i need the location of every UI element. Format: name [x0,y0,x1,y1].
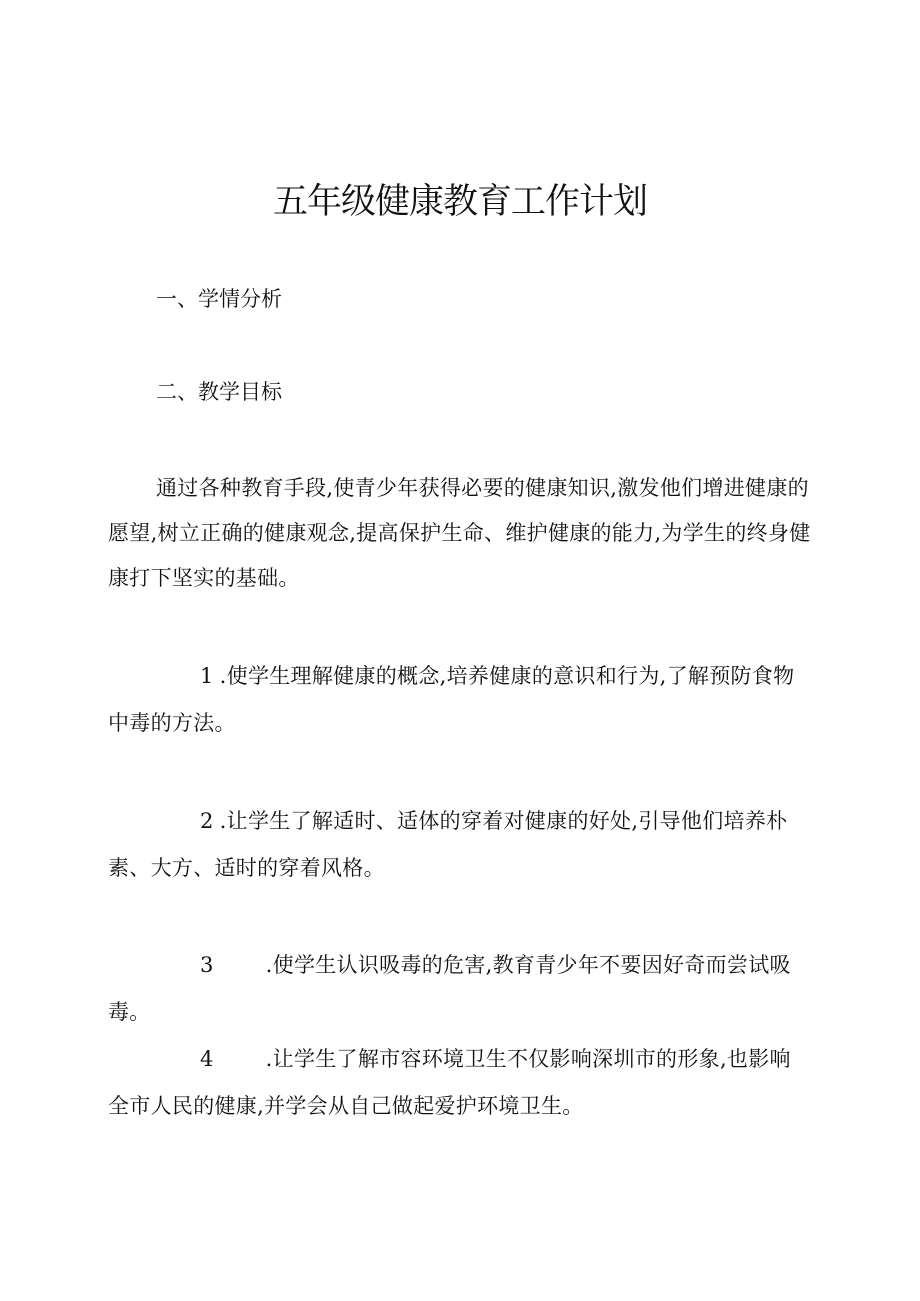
goal-item-text: .使学生认识吸毒的危害,教育青少年不要因好奇而尝试吸毒。 [108,953,791,1024]
goal-item-number: 1 [200,664,214,688]
goal-item-text: .让学生了解适时、适体的穿着对健康的好处,引导他们培养朴素、大方、适时的穿着风格。 [108,809,788,880]
goal-item-number: 3 [200,953,214,977]
section-heading-goals: 二、教学目标 [156,380,282,404]
goal-item-number: 4 [200,1047,214,1071]
goal-item-number: 2 [200,809,214,833]
goal-item-text: .使学生理解健康的概念,培养健康的意识和行为,了解预防食物中毒的方法。 [108,664,795,735]
goal-item-2 [108,798,812,892]
goal-item-1 [108,653,812,747]
page-title: 五年级健康教育工作计划 [272,182,647,222]
section-heading-analysis: 一、学情分析 [156,287,282,311]
goal-item-text: .让学生了解市容环境卫生不仅影响深圳市的形象,也影响全市人民的健康,并学会从自己做起爱护环境卫生。 [108,1047,791,1118]
goal-item-3 [108,942,812,1036]
intro-paragraph: 通过各种教育手段,使青少年获得必要的健康知识,激发他们增进健康的愿望,树立正确的健康观念,提高保护生命、维护健康的能力,为学生的终身健康打下坚实的基础。 [108,476,811,590]
goal-item-4 [108,1036,812,1130]
